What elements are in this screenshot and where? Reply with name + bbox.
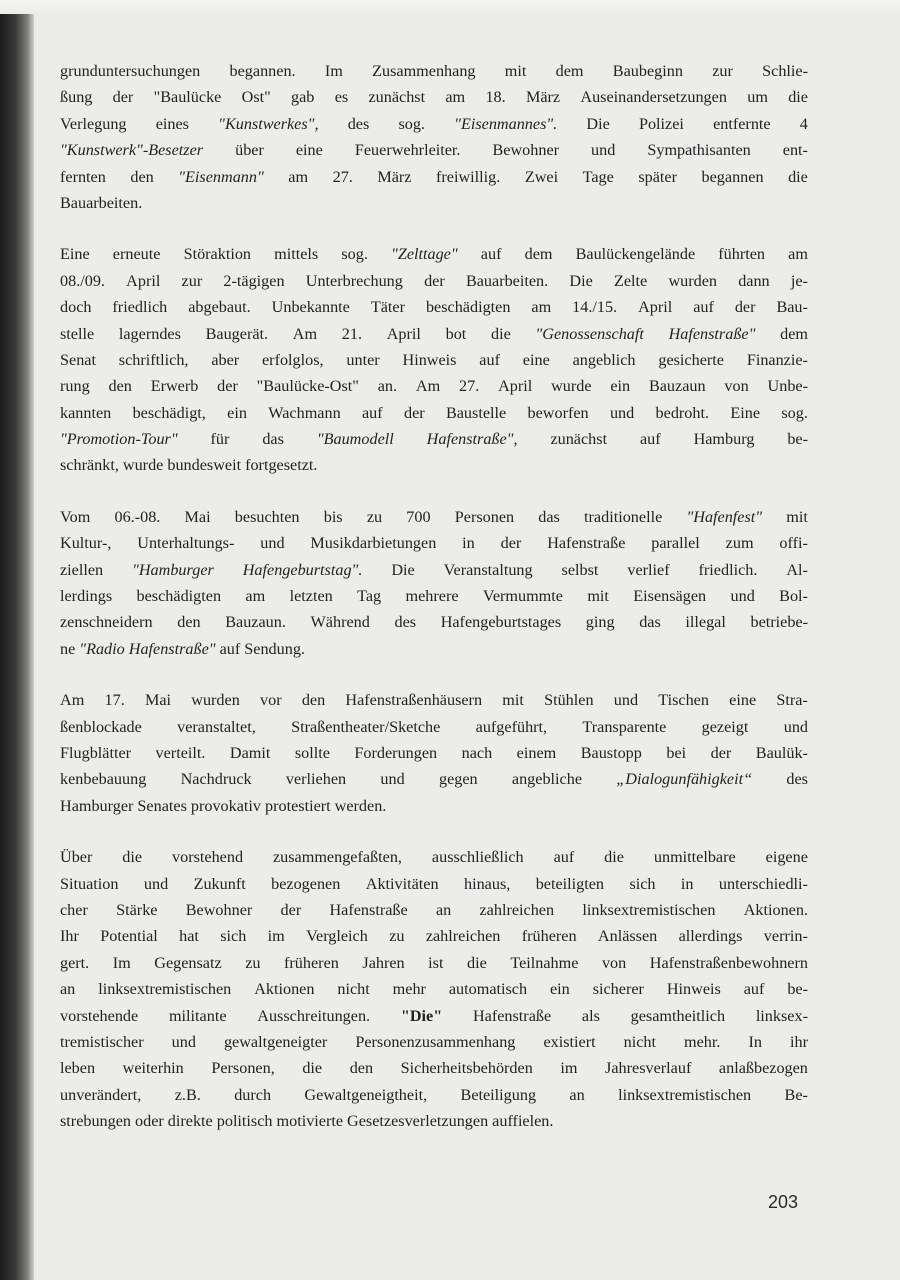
- text-line: ßung der "Baulücke Ost" gab es zunächst am 18. März Auseinandersetzungen um die: [60, 88, 808, 107]
- text-line: Am 17. Mai wurden vor den Hafenstraßenhäusern mit Stühlen und Tischen eine Stra-: [60, 691, 808, 710]
- text-line: Ihr Potential hat sich im Vergleich zu zahlreichen früheren Anlässen allerdings verrin-: [60, 927, 808, 946]
- page-top-edge: [0, 0, 900, 14]
- text-line: lerdings beschädigten am letzten Tag mehrere Vermummte mit Eisensägen und Bol-: [60, 587, 808, 606]
- text-line: grunduntersuchungen begannen. Im Zusammenhang mit dem Baubeginn zur Schlie-: [60, 62, 808, 80]
- text-line: "Promotion-Tour" für das "Baumodell Hafenstraße", zunächst auf Hamburg be-: [60, 430, 808, 449]
- text-line: Eine erneute Störaktion mittels sog. "Zelttage" auf dem Baulückengelände führten am: [60, 245, 808, 264]
- text-line: doch friedlich abgebaut. Unbekannte Täter beschädigten am 14./15. April auf der Bau-: [60, 298, 808, 317]
- paragraph: [60, 844, 808, 1134]
- text-line: ziellen "Hamburger Hafengeburtstag". Die Veranstaltung selbst verlief friedlich. Al-: [60, 560, 808, 579]
- text-line: Bauarbeiten.: [60, 193, 143, 212]
- text-line: unverändert, z.B. durch Gewaltgeneigtheit, Beteiligung an linksextremistischen Be-: [60, 1085, 808, 1104]
- text-line: strebungen oder direkte politisch motivierte Gesetzesverletzungen auffielen.: [60, 1112, 554, 1131]
- text-line: Hamburger Senates provokativ protestiert werden.: [60, 796, 387, 815]
- text-line: zenschneidern den Bauzaun. Während des Hafengeburtstages ging das illegal betriebe-: [60, 613, 808, 632]
- text-line: "Kunstwerk"-Besetzer über eine Feuerwehrleiter. Bewohner und Sympathisanten ent-: [60, 141, 808, 160]
- text-line: schränkt, wurde bundesweit fortgesetzt.: [60, 456, 318, 475]
- paragraph: [60, 687, 808, 819]
- text-line: kenbebauung Nachdruck verliehen und gegen angebliche „Dialogunfähigkeit“ des: [60, 770, 808, 789]
- document-page: [60, 58, 808, 1159]
- text-line: Situation und Zukunft bezogenen Aktivitäten hinaus, beteiligten sich in unterschiedli-: [60, 874, 808, 893]
- book-binding-shadow: [0, 0, 34, 1280]
- text-line: cher Stärke Bewohner der Hafenstraße an zahlreichen linksextremistischen Aktionen.: [60, 900, 808, 919]
- page-number: 203: [768, 1192, 799, 1212]
- text-line: an linksextremistischen Aktionen nicht mehr automatisch ein sicherer Hinweis auf be-: [60, 980, 808, 999]
- text-line: Über die vorstehend zusammengefaßten, ausschließlich auf die unmittelbare eigene: [60, 848, 808, 867]
- text-line: Flugblätter verteilt. Damit sollte Forderungen nach einem Baustopp bei der Baulük-: [60, 743, 808, 762]
- text-line: gert. Im Gegensatz zu früheren Jahren ist die Teilnahme von Hafenstraßenbewohnern: [60, 953, 808, 972]
- text-line: fernten den "Eisenmann" am 27. März freiwillig. Zwei Tage später begannen die: [60, 167, 808, 186]
- text-line: ne "Radio Hafenstraße" auf Sendung.: [60, 639, 305, 658]
- text-line: leben weiterhin Personen, die den Sicherheitsbehörden im Jahresverlauf anlaßbezogen: [60, 1059, 808, 1078]
- text-line: tremistischer und gewaltgeneigter Personenzusammenhang existiert nicht mehr. In ihr: [60, 1032, 808, 1051]
- text-line: Senat schriftlich, aber erfolglos, unter Hinweis auf eine angeblich gesicherte Finanzie-: [60, 350, 808, 369]
- text-line: kannten beschädigt, ein Wachmann auf der Baustelle beworfen und bedroht. Eine sog.: [60, 403, 808, 422]
- text-line: 08./09. April zur 2-tägigen Unterbrechung der Bauarbeiten. Die Zelte wurden dann je-: [60, 271, 808, 290]
- text-line: vorstehende militante Ausschreitungen. "Die" Hafenstraße als gesamtheitlich linksex-: [60, 1006, 808, 1025]
- paragraph: [60, 504, 808, 662]
- text-line: Vom 06.-08. Mai besuchten bis zu 700 Personen das traditionelle "Hafenfest" mit: [60, 507, 808, 526]
- text-line: Kultur-, Unterhaltungs- und Musikdarbietungen in der Hafenstraße parallel zum offi-: [60, 534, 808, 553]
- text-line: ßenblockade veranstaltet, Straßentheater/Sketche aufgeführt, Transparente gezeigt und: [60, 717, 808, 736]
- text-line: rung den Erwerb der "Baulücke-Ost" an. Am 27. April wurde ein Bauzaun von Unbe-: [60, 377, 808, 396]
- paragraph: [60, 241, 808, 479]
- paragraph: [60, 58, 808, 216]
- text-line: Verlegung eines "Kunstwerkes", des sog. "Eisenmannes". Die Polizei entfernte 4: [60, 114, 808, 133]
- text-line: stelle lagerndes Baugerät. Am 21. April bot die "Genossenschaft Hafenstraße" dem: [60, 324, 808, 343]
